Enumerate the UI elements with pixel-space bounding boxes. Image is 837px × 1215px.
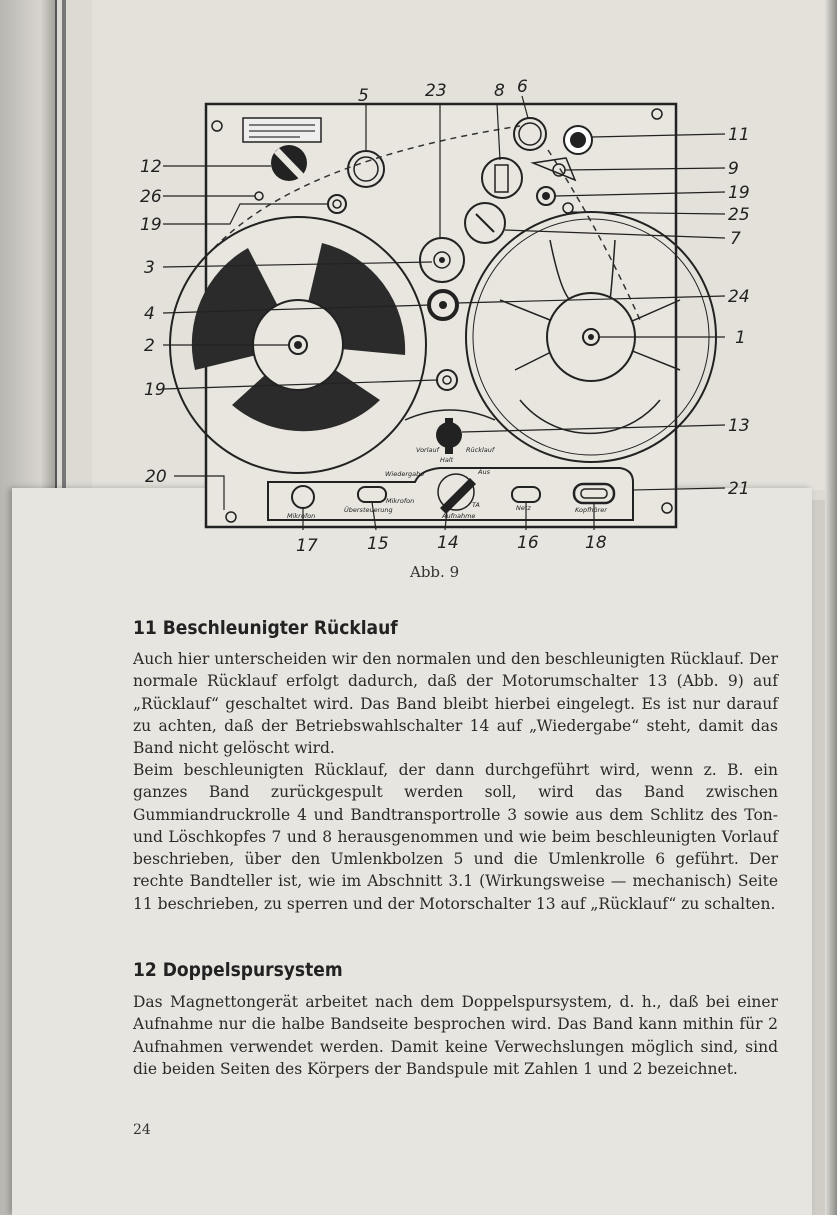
label-netz: Netz [516, 504, 531, 512]
selector-knob-12 [271, 145, 307, 181]
callout-12: 12 [140, 157, 162, 177]
label-kopfhoerer: Kopfhörer [575, 506, 607, 514]
label-mikrofon: Mikrofon [287, 512, 316, 520]
section-11-paragraph-2: Beim beschleunigten Rücklauf, der dann durchgeführt wird, wenn z. B. ein ganzes Band zurückgespult werden soll, wird das Band zwischen Gummiandruckrolle 4 und Bandtransportrolle 3 sowie aus dem Schlitz des Ton- und Löschkopfes 7 und 8 herausgenommen und wie beim beschleunigten Vorlauf beschrieben, über den Umlenkbolzen 5 und die Umlenkrolle 6 geführt. Der rechte Bandteller ist, wie im Abschnitt 3.1 (Wirkungsweise — mechanisch) Seite 11 beschrieben, zu sperren und der Motorschalter 13 auf „Rücklauf“ zu schalten. [133, 761, 778, 913]
tape-recorder-diagram [0, 0, 837, 560]
callout-6: 6 [517, 77, 528, 97]
label-vorlauf: Vorlauf [416, 446, 439, 454]
callout-20: 20 [145, 467, 167, 487]
label-halt: Halt [440, 456, 454, 464]
callout-2: 2 [144, 336, 155, 356]
section-heading-12: 12 Doppelspursystem [133, 959, 343, 981]
label-mikrofon-mode: Mikrofon [386, 497, 415, 505]
callout-7: 7 [730, 229, 741, 249]
callout-11: 11 [728, 125, 750, 145]
callout-23: 23 [425, 81, 447, 101]
callout-25: 25 [728, 205, 750, 225]
callout-19-upper: 19 [140, 215, 162, 235]
callout-26: 26 [140, 187, 162, 207]
callout-16: 16 [517, 533, 539, 553]
callout-18: 18 [585, 533, 607, 553]
label-wiedergabe: Wiedergabe [385, 470, 425, 478]
figure-caption: Abb. 9 [410, 563, 460, 581]
callout-1: 1 [735, 328, 746, 348]
label-ruecklauf: Rücklauf [466, 446, 495, 454]
callout-15: 15 [367, 534, 389, 554]
page-number: 24 [133, 1122, 151, 1138]
callout-5: 5 [358, 86, 369, 106]
label-uebersteuerung: Übersteuerung [344, 506, 393, 514]
callout-19-right: 19 [728, 183, 750, 203]
section-12-paragraph-1: Das Magnettongerät arbeitet nach dem Doppelspursystem, d. h., daß bei einer Aufnahme nur die halbe Bandseite besprochen wird. Das Band kann mithin für 2 Aufnahmen verwendet werden. Damit keine Verwechslungen möglich sind, sind die beiden Seiten des Körpers der Bandspule mit Zahlen 1 und 2 bezeichnet. [133, 993, 778, 1078]
nameplate [243, 118, 321, 142]
callout-13: 13 [728, 416, 750, 436]
callout-9: 9 [728, 159, 739, 179]
section-heading-11: 11 Beschleunigter Rücklauf [133, 617, 398, 639]
label-ta: TA [472, 501, 480, 509]
callout-4: 4 [144, 304, 155, 324]
callout-8: 8 [494, 81, 505, 101]
label-aufnahme: Aufnahme [442, 512, 476, 520]
label-aus: Aus [478, 468, 490, 476]
callout-17: 17 [296, 536, 318, 556]
section-11-paragraph-1: Auch hier unterscheiden wir den normalen und den beschleunigten Rücklauf. Der normale Rücklauf erfolgt dadurch, daß der Motorumschalter 13 (Abb. 9) auf „Rücklauf“ geschaltet wird. Das Band bleibt hierbei eingelegt. Es ist nur darauf zu achten, daß der Betriebswahlschalter 14 auf „Wiedergabe“ steht, damit das Band nicht gelöscht wird. [133, 650, 778, 758]
callout-21: 21 [728, 479, 750, 499]
callout-24: 24 [728, 287, 750, 307]
callout-19-lower: 19 [144, 380, 166, 400]
callout-14: 14 [437, 533, 459, 553]
callout-3: 3 [144, 258, 155, 278]
knob-11 [564, 126, 592, 154]
